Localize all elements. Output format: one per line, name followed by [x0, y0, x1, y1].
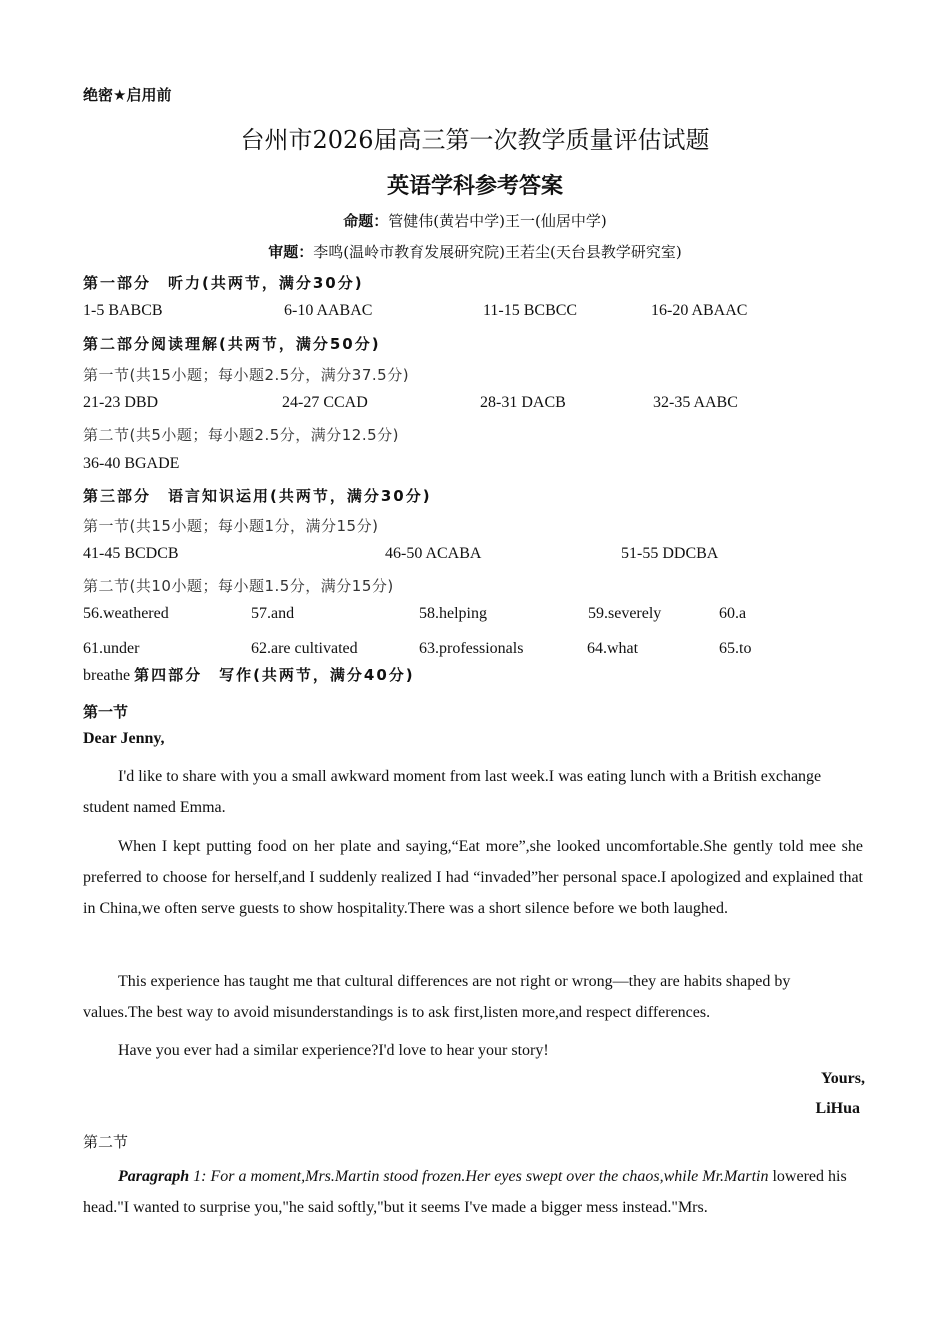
- blank-answer: 56.weathered: [83, 605, 169, 622]
- part2-section2-heading: 第二节(共5小题；每小题2.5分，满分12.5分): [83, 426, 400, 444]
- answer-group: 46-50 ACABA: [385, 545, 482, 562]
- proposers-names: 管健伟(黄岩中学)王一(仙居中学): [388, 212, 607, 230]
- continuation-paragraph: [83, 1161, 863, 1223]
- answer-group: 32-35 AABC: [653, 394, 738, 411]
- blank-answer: 58.helping: [419, 605, 487, 622]
- blank-answer: 64.what: [587, 640, 639, 657]
- part4-heading: 第四部分 写作(共两节，满分40分): [134, 666, 415, 684]
- letter-paragraph: This experience has taught me that cultural differences are not right or wrong—they are habits shaped by values.The best way to avoid misunderstandings is to ask first,listen more,and respect differences.: [83, 973, 791, 1021]
- blank-answer-continued: breathe: [83, 667, 131, 684]
- proposers-line: [0, 210, 950, 231]
- part2-section1-heading: 第一节(共15小题；每小题2.5分，满分37.5分): [83, 366, 410, 384]
- part4-section1-heading: 第一节: [83, 703, 129, 721]
- document-title: 台州市2026届高三第一次教学质量评估试题: [240, 126, 710, 154]
- part3-heading: 第三部分 语言知识运用(共两节，满分30分): [83, 487, 432, 505]
- part1-heading: 第一部分 听力(共两节，满分30分): [83, 274, 364, 292]
- part4-heading-line: [83, 664, 415, 685]
- answer-group: 36-40 BGADE: [83, 455, 180, 472]
- letter-signature: LiHua: [815, 1100, 860, 1117]
- answer-group: 28-31 DACB: [480, 394, 566, 411]
- proposers-label: 命题：: [343, 212, 389, 230]
- letter-paragraph: I'd like to share with you a small awkward moment from last week.I was eating lunch with a British exchange student named Emma.: [83, 768, 822, 816]
- paragraph-text: lowered his head."I wanted to surprise you,"he said softly,"but it seems I've made a bigger mess instead."Mrs.: [83, 1168, 847, 1216]
- letter-paragraph: When I kept putting food on her plate and saying,“Eat more”,she looked uncomfortable.She gently told mee she preferred to choose for herself,and I suddenly realized I had “invaded”her personal space.I apologized and explained that in China,we often serve guests to show hospitality.There was a short silence before we both laughed.: [83, 838, 863, 917]
- answer-group: 21-23 DBD: [83, 394, 159, 411]
- answer-group: 16-20 ABAAC: [651, 302, 748, 319]
- part4-section2-heading: 第二节: [83, 1133, 129, 1151]
- document-subtitle: 英语学科参考答案: [386, 174, 563, 199]
- part3-section1-heading: 第一节(共15小题；每小题1分，满分15分): [83, 517, 379, 535]
- reviewers-line: [0, 241, 950, 262]
- confidential-label: 绝密★启用前: [83, 86, 172, 104]
- paragraph-label: Paragraph: [118, 1168, 190, 1185]
- answer-group: 11-15 BCBCC: [483, 302, 578, 319]
- paragraph-italic-text: 1: For a moment,Mrs.Martin stood frozen.Her eyes swept over the chaos,while Mr.Martin: [189, 1168, 769, 1185]
- letter-salutation: Dear Jenny,: [83, 730, 165, 747]
- answer-group: 24-27 CCAD: [282, 394, 368, 411]
- reviewers-label: 审题：: [268, 243, 314, 261]
- answer-group: 1-5 BABCB: [83, 302, 163, 319]
- blank-answer: 59.severely: [588, 605, 662, 622]
- letter-paragraph: Have you ever had a similar experience?I'd love to hear your story!: [118, 1042, 549, 1059]
- blank-answer: 60.a: [719, 605, 747, 622]
- answer-group: 6-10 AABAC: [284, 302, 373, 319]
- answer-group: 41-45 BCDCB: [83, 545, 179, 562]
- letter-closing: Yours,: [820, 1070, 865, 1087]
- answer-group: 51-55 DDCBA: [621, 545, 719, 562]
- reviewers-names: 李鸣(温岭市教育发展研究院)王若尘(天台县教学研究室): [313, 243, 682, 261]
- blank-answer: 61.under: [83, 640, 140, 657]
- blank-answer: 65.to: [719, 640, 752, 657]
- blank-answer: 62.are cultivated: [251, 640, 358, 657]
- blank-answer: 57.and: [251, 605, 295, 622]
- part2-heading: 第二部分阅读理解(共两节，满分50分): [83, 335, 381, 353]
- part3-section2-heading: 第二节(共10小题；每小题1.5分，满分15分): [83, 577, 394, 595]
- blank-answer: 63.professionals: [419, 640, 524, 657]
